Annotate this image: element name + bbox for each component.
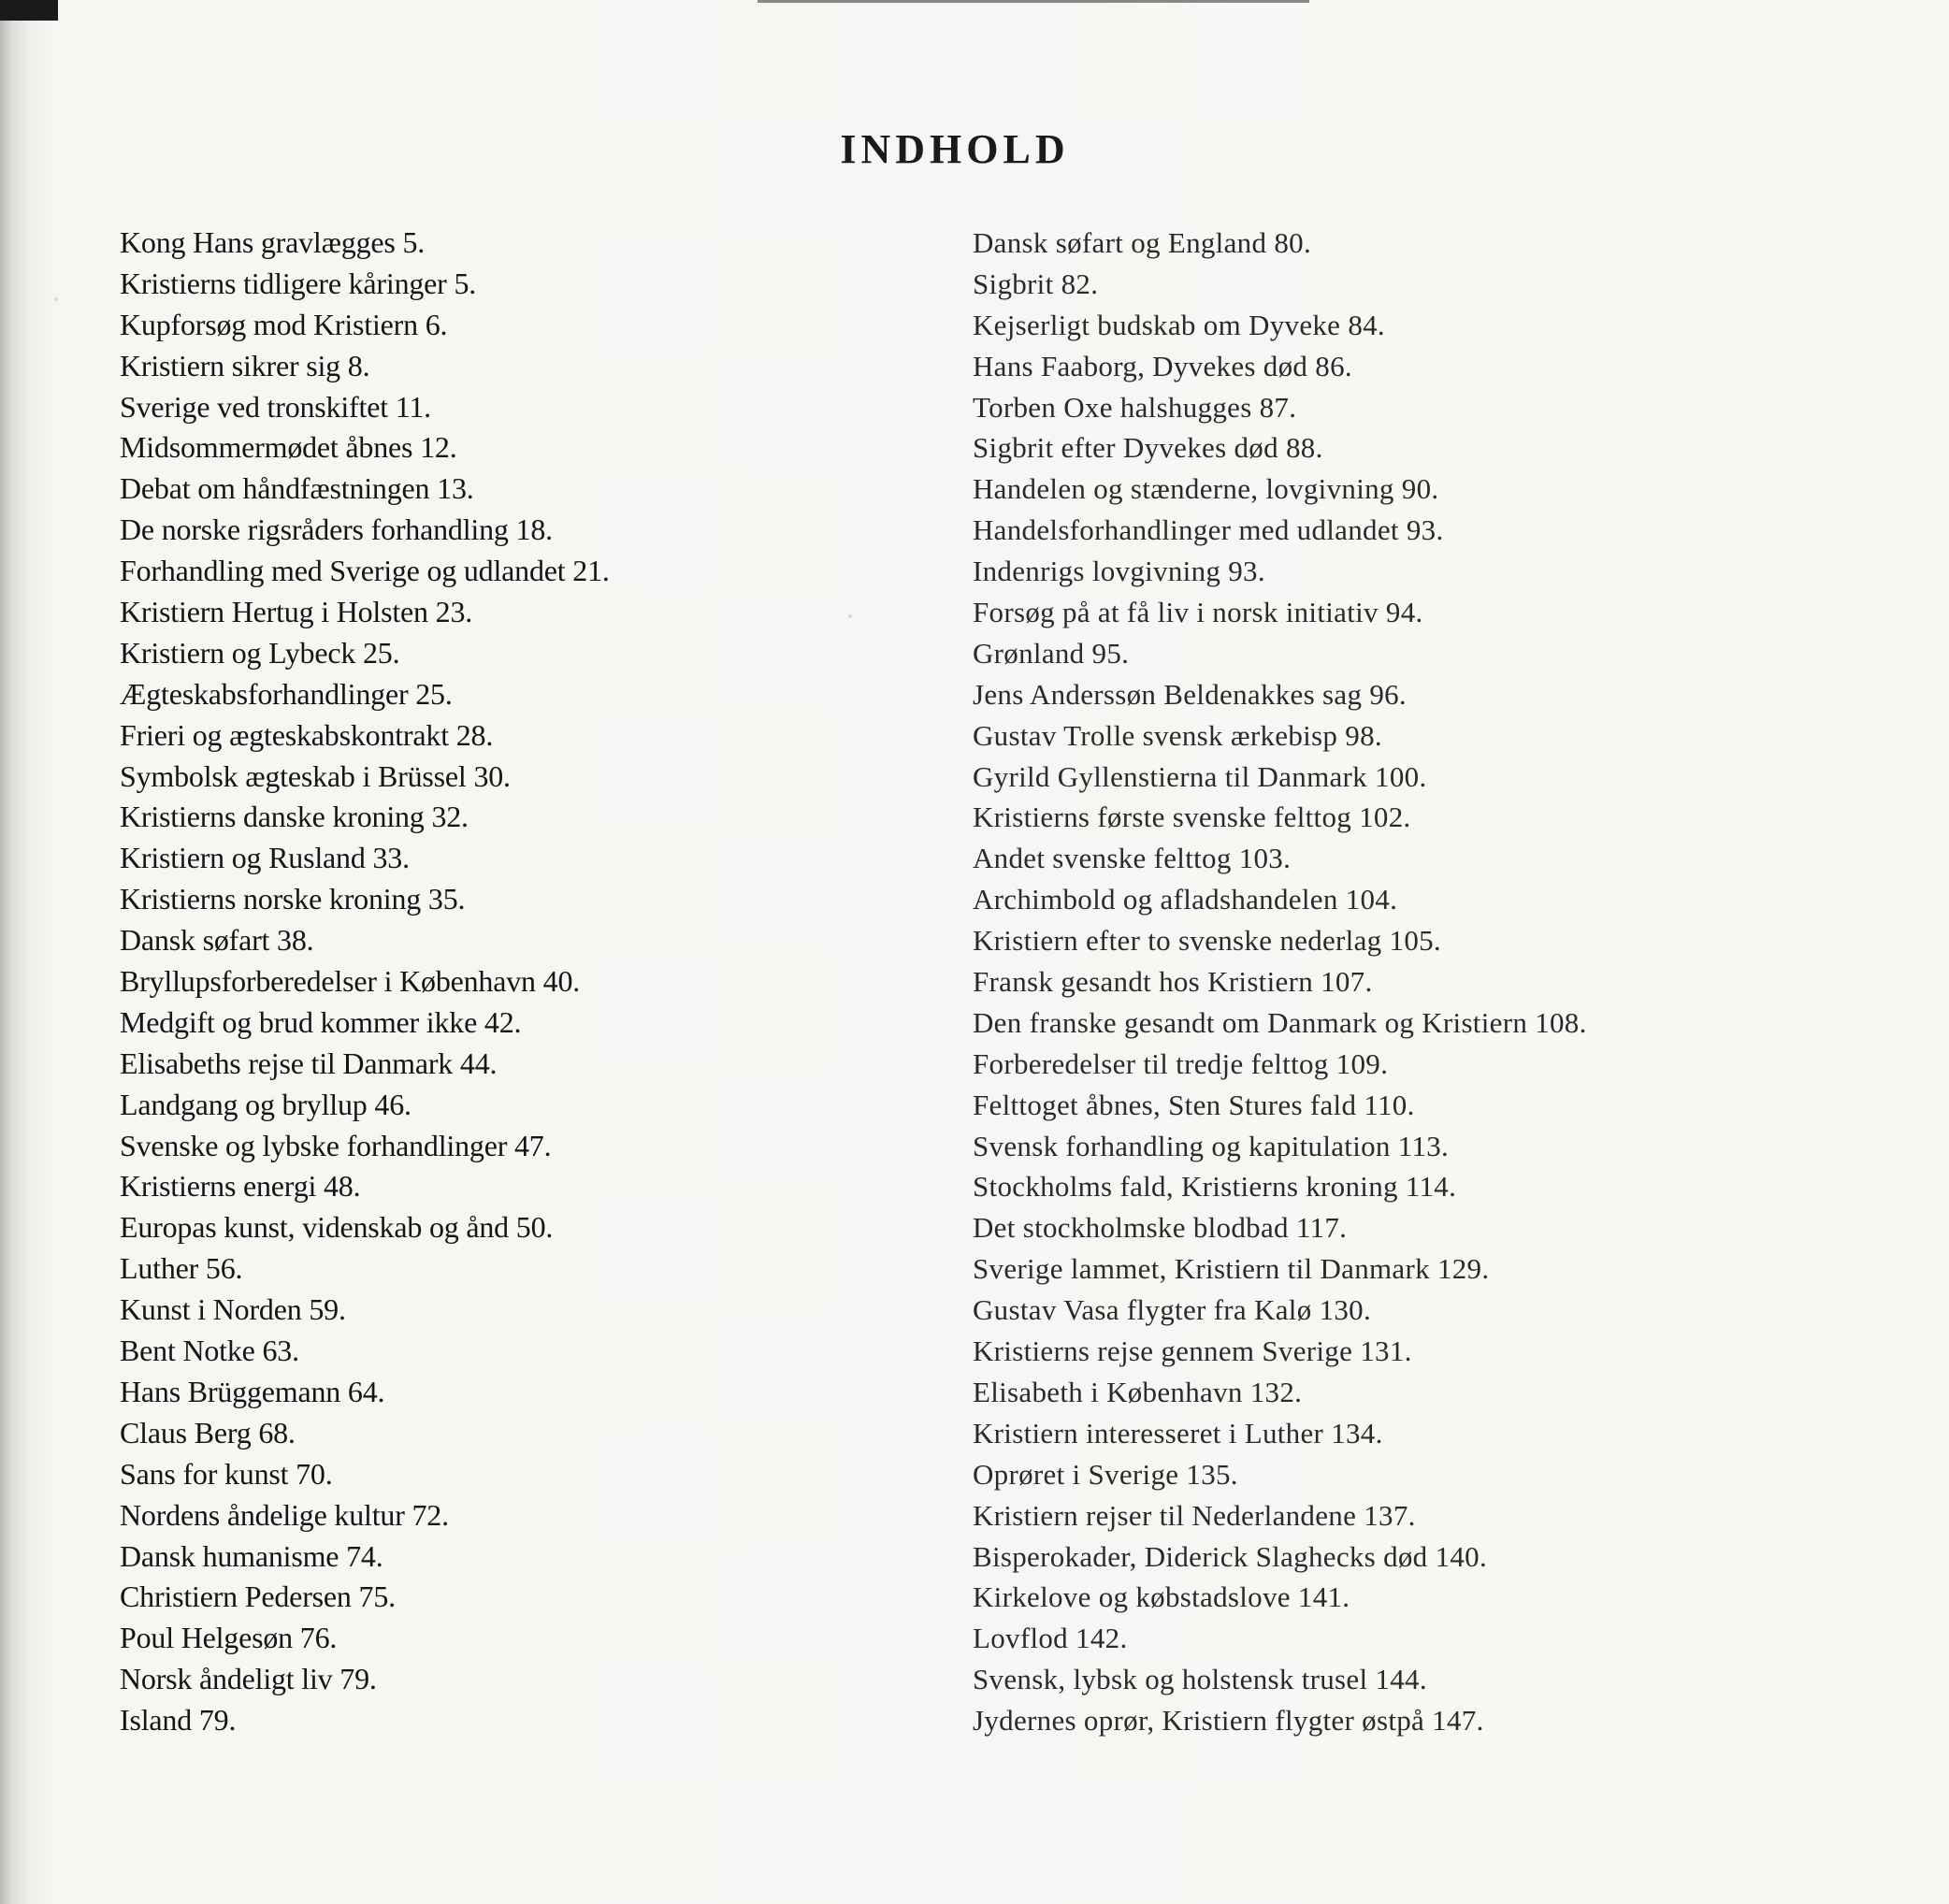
toc-entry-page-number: 75 . <box>359 1579 396 1613</box>
toc-entry <box>120 387 887 428</box>
toc-entry <box>973 1413 1908 1454</box>
page-title: INDHOLD <box>840 126 1070 173</box>
toc-entry <box>973 387 1908 428</box>
toc-entry-title: Gustav Trolle svensk ærkebisp <box>973 718 1338 752</box>
toc-entry-page-number: 135 . <box>1186 1458 1237 1491</box>
toc-entry-title: Dansk humanisme <box>120 1538 339 1573</box>
toc-entry-title: Handelsforhandlinger med udlandet <box>973 513 1399 547</box>
toc-entry-page-number: 114 . <box>1406 1170 1456 1203</box>
toc-entry-page-number: 35 . <box>428 882 465 916</box>
toc-entry <box>120 1577 887 1618</box>
toc-entry-page-number: 94 . <box>1386 596 1423 628</box>
toc-entry-page-number: 95 . <box>1092 637 1130 670</box>
toc-right-column <box>973 223 1908 1741</box>
toc-entry-page-number: 80 . <box>1274 226 1311 259</box>
toc-entry <box>973 427 1908 469</box>
toc-entry-title: Kong Hans gravlægges <box>120 225 396 259</box>
toc-entry-title: Gyrild Gyllenstierna til Danmark <box>973 759 1367 793</box>
toc-entry <box>120 1126 887 1167</box>
toc-entry-page-number: 98 . <box>1345 719 1382 752</box>
toc-entry-title: Bent Notke <box>120 1334 255 1368</box>
toc-entry-page-number: 38 . <box>277 923 313 957</box>
toc-entry <box>120 264 887 305</box>
toc-entry-title: Medgift og brud kommer ikke <box>120 1004 478 1039</box>
toc-entry-title: Ægteskabsforhandlinger <box>120 676 409 711</box>
toc-entry-title: Kristierns energi <box>120 1169 317 1204</box>
toc-entry-title: Svensk forhandling og kapitulation <box>973 1129 1391 1162</box>
toc-entry-title: Lovflod <box>973 1622 1068 1655</box>
toc-entry <box>973 551 1908 592</box>
toc-entry <box>120 674 887 715</box>
toc-entry-title: Forhandling med Sverige og udlandet <box>120 554 566 588</box>
toc-entry <box>120 1044 887 1085</box>
toc-entry-title: Andet svenske felttog <box>973 842 1232 875</box>
toc-entry-title: Elisabeth i København <box>973 1375 1243 1408</box>
toc-entry-page-number: 64 . <box>348 1375 384 1408</box>
toc-entry <box>120 633 887 674</box>
toc-entry-page-number: 117 . <box>1296 1211 1347 1244</box>
toc-entry-page-number: 129 . <box>1437 1252 1489 1285</box>
toc-entry-title: Archimbold og afladshandelen <box>973 883 1338 916</box>
toc-entry <box>120 346 887 387</box>
toc-entry <box>120 223 887 264</box>
toc-entry-title: Grønland <box>973 636 1085 670</box>
toc-entry-page-number: 110 . <box>1364 1089 1414 1121</box>
toc-entry <box>973 1659 1908 1700</box>
toc-entry-page-number: 109 . <box>1336 1047 1388 1080</box>
toc-entry <box>120 305 887 346</box>
toc-entry-page-number: 79 . <box>199 1703 236 1737</box>
toc-entry <box>973 1536 1908 1578</box>
toc-entry-title: Kristiern Hertug i Holsten <box>120 595 428 629</box>
toc-entry <box>973 757 1908 798</box>
toc-entry-page-number: 108 . <box>1535 1006 1586 1039</box>
toc-entry <box>120 1085 887 1126</box>
toc-entry <box>973 1248 1908 1290</box>
toc-entry <box>973 1454 1908 1495</box>
toc-entry-page-number: 44 . <box>460 1046 497 1080</box>
toc-entry-page-number: 5 . <box>454 267 476 300</box>
toc-entry <box>973 633 1908 674</box>
toc-entry-page-number: 25 . <box>363 636 399 670</box>
toc-entry <box>120 838 887 879</box>
toc-entry <box>120 1331 887 1372</box>
toc-entry-page-number: 25 . <box>415 677 452 711</box>
toc-entry-page-number: 11 . <box>396 390 431 424</box>
toc-entry-title: Svenske og lybske forhandlinger <box>120 1128 508 1162</box>
toc-entry-title: Jens Anderssøn Beldenakkes sag <box>973 677 1363 711</box>
toc-entry-title: Debat om håndfæstningen <box>120 471 430 506</box>
toc-entry-page-number: 134 . <box>1331 1417 1382 1450</box>
toc-entry-page-number: 8 . <box>348 349 370 382</box>
toc-entry-page-number: 93 . <box>1407 513 1444 546</box>
toc-entry <box>120 757 887 798</box>
toc-entry-title: Handelen og stænderne, lovgivning <box>973 472 1394 506</box>
toc-entry-page-number: 68 . <box>258 1416 295 1450</box>
toc-entry-title: Forberedelser til tredje felttog <box>973 1046 1329 1080</box>
toc-entry-page-number: 84 . <box>1348 309 1385 341</box>
toc-entry-title: Christiern Pedersen <box>120 1579 352 1614</box>
toc-entry <box>973 1577 1908 1618</box>
toc-entry-page-number: 30 . <box>473 759 510 793</box>
toc-entry-title: Torben Oxe halshugges <box>973 390 1252 424</box>
toc-entry-page-number: 82 . <box>1061 267 1099 300</box>
toc-entry <box>973 715 1908 757</box>
toc-entry-title: Fransk gesandt hos Kristiern <box>973 965 1313 999</box>
toc-entry-page-number: 141 . <box>1298 1580 1350 1613</box>
toc-entry-page-number: 48 . <box>324 1169 360 1203</box>
toc-entry-page-number: 18 . <box>516 512 553 546</box>
scan-corner-mark <box>0 0 58 21</box>
toc-entry <box>120 1700 887 1741</box>
toc-entry-page-number: 131 . <box>1360 1334 1411 1367</box>
toc-entry <box>973 1372 1908 1413</box>
toc-entry-title: Sverige ved tronskiftet <box>120 389 388 424</box>
toc-entry <box>120 1002 887 1044</box>
toc-entry-page-number: 42 . <box>484 1005 521 1039</box>
toc-entry <box>973 264 1908 305</box>
toc-entry-title: Kristierns tidligere kåringer <box>120 266 447 300</box>
toc-entry-page-number: 5 . <box>402 225 425 259</box>
toc-entry <box>120 1166 887 1207</box>
toc-entry-title: Jydernes oprør, Kristiern flygter østpå <box>973 1704 1425 1738</box>
toc-entry-title: Landgang og bryllup <box>120 1087 368 1121</box>
toc-entry-title: Nordens åndelige kultur <box>120 1497 405 1532</box>
toc-entry-title: Kristiern rejser til Nederlandene <box>973 1498 1357 1532</box>
toc-entry <box>120 961 887 1002</box>
toc-entry <box>120 427 887 469</box>
toc-entry <box>973 469 1908 510</box>
toc-entry-page-number: 6 . <box>426 308 448 341</box>
toc-entry-title: Claus Berg <box>120 1415 252 1450</box>
toc-entry <box>973 674 1908 715</box>
toc-entry-page-number: 93 . <box>1228 555 1265 587</box>
toc-entry <box>973 838 1908 879</box>
toc-entry-title: Hans Brüggemann <box>120 1374 341 1408</box>
toc-entry-page-number: 103 . <box>1239 842 1291 874</box>
toc-entry-title: Frieri og ægteskabskontrakt <box>120 717 449 752</box>
toc-entry-page-number: 100 . <box>1375 760 1426 793</box>
toc-entry-title: Forsøg på at få liv i norsk initiativ <box>973 596 1379 629</box>
toc-entry-title: Sverige lammet, Kristiern til Danmark <box>973 1252 1430 1286</box>
toc-entry <box>973 1166 1908 1207</box>
toc-entry-page-number: 140 . <box>1436 1540 1487 1573</box>
toc-entry-title: Indenrigs lovgivning <box>973 555 1221 588</box>
toc-entry <box>973 1002 1908 1044</box>
toc-entry-title: Bisperokader, Diderick Slaghecks død <box>973 1539 1428 1573</box>
toc-entry-title: Kejserligt budskab om Dyveke <box>973 308 1341 341</box>
toc-entry <box>973 592 1908 633</box>
toc-entry <box>973 961 1908 1002</box>
toc-entry-title: Sans for kunst <box>120 1456 289 1491</box>
toc-entry-title: Dansk søfart og England <box>973 226 1267 259</box>
toc-entry-title: Stockholms fald, Kristierns kroning <box>973 1170 1398 1204</box>
toc-entry-page-number: 63 . <box>262 1334 298 1367</box>
toc-entry <box>120 551 887 592</box>
toc-entry-page-number: 86 . <box>1315 350 1352 382</box>
toc-entry <box>973 223 1908 264</box>
toc-entry-title: Svensk, lybsk og holstensk trusel <box>973 1663 1368 1696</box>
toc-entry-page-number: 47 . <box>514 1129 551 1162</box>
toc-entry-page-number: 96 . <box>1369 678 1407 711</box>
toc-entry-page-number: 12 . <box>420 430 456 464</box>
toc-entry-title: Felttoget åbnes, Sten Stures fald <box>973 1088 1357 1121</box>
toc-entry-title: Dansk søfart <box>120 923 270 958</box>
toc-entry-title: Kristiern sikrer sig <box>120 348 340 382</box>
toc-entry-title: Sigbrit <box>973 267 1054 300</box>
toc-entry <box>120 1659 887 1700</box>
toc-entry-title: Hans Faaborg, Dyvekes død <box>973 349 1308 382</box>
toc-entry-title: Europas kunst, videnskab og ånd <box>120 1210 509 1245</box>
toc-entry-title: Kristiern interesseret i Luther <box>973 1416 1324 1450</box>
toc-entry-page-number: 23 . <box>436 595 472 628</box>
toc-entry <box>973 879 1908 920</box>
toc-entry-page-number: 102 . <box>1359 801 1410 833</box>
toc-entry-page-number: 70 . <box>296 1457 332 1491</box>
toc-entry-title: Bryllupsforberedelser i København <box>120 964 536 999</box>
toc-entry-title: Kristierns norske kroning <box>120 882 422 916</box>
toc-entry <box>120 879 887 920</box>
toc-entry-title: De norske rigsråders forhandling <box>120 512 509 547</box>
toc-entry-title: Luther <box>120 1251 199 1286</box>
toc-entry-title: Kristierns første svenske felttog <box>973 801 1352 834</box>
toc-entry-page-number: 147 . <box>1432 1704 1483 1737</box>
toc-entry-title: Kristierns rejse gennem Sverige <box>973 1334 1353 1368</box>
toc-entry-title: Gustav Vasa flygter fra Kalø <box>973 1293 1312 1327</box>
toc-entry-title: Kristiern efter to svenske nederlag <box>973 924 1382 958</box>
toc-left-column <box>120 223 887 1741</box>
toc-entry-page-number: 56 . <box>206 1251 242 1285</box>
toc-entry <box>973 1126 1908 1167</box>
toc-entry <box>120 797 887 838</box>
toc-entry-title: Kirkelove og købstadslove <box>973 1580 1291 1614</box>
toc-entry <box>120 1454 887 1495</box>
page-binding-shadow <box>0 0 28 1904</box>
toc-entry-page-number: 28 . <box>456 718 493 752</box>
toc-entry <box>973 346 1908 387</box>
toc-entry <box>973 1495 1908 1536</box>
toc-entry-page-number: 87 . <box>1260 391 1297 424</box>
toc-entry-title: Oprøret i Sverige <box>973 1457 1179 1491</box>
toc-entry-page-number: 104 . <box>1346 883 1397 916</box>
toc-entry-title: Midsommermødet åbnes <box>120 430 413 465</box>
toc-entry-page-number: 130 . <box>1320 1293 1371 1326</box>
toc-entry-page-number: 79 . <box>339 1662 376 1695</box>
toc-entry-title: Kunst i Norden <box>120 1292 302 1327</box>
toc-entry-title: Norsk åndeligt liv <box>120 1662 333 1696</box>
toc-entry-title: Kristiern og Lybeck <box>120 635 356 670</box>
toc-entry <box>973 1700 1908 1741</box>
toc-entry <box>973 1618 1908 1659</box>
toc-entry-page-number: 137 . <box>1364 1499 1415 1532</box>
toc-entry <box>973 1044 1908 1085</box>
toc-entry <box>973 1085 1908 1126</box>
toc-entry-page-number: 50 . <box>516 1210 553 1244</box>
toc-entry <box>120 1495 887 1536</box>
toc-entry-title: Den franske gesandt om Danmark og Kristiern <box>973 1005 1528 1039</box>
toc-entry-title: Island <box>120 1703 193 1738</box>
toc-entry-page-number: 144 . <box>1375 1663 1426 1695</box>
toc-entry-page-number: 88 . <box>1286 431 1323 464</box>
toc-entry <box>120 1207 887 1248</box>
toc-entry-title: Kristierns danske kroning <box>120 800 425 834</box>
toc-entry <box>120 1372 887 1413</box>
toc-entry-page-number: 59 . <box>309 1292 345 1326</box>
toc-entry-page-number: 74 . <box>346 1539 383 1573</box>
toc-entry <box>120 1536 887 1578</box>
toc-entry <box>120 715 887 757</box>
toc-entry-page-number: 46 . <box>374 1088 411 1121</box>
toc-entry <box>120 1290 887 1331</box>
toc-entry-page-number: 107 . <box>1321 965 1372 998</box>
toc-entry-title: Kristiern og Rusland <box>120 841 366 875</box>
toc-entry-title: Sigbrit efter Dyvekes død <box>973 431 1278 465</box>
toc-entry <box>120 1618 887 1659</box>
toc-entry <box>120 592 887 633</box>
toc-entry <box>973 510 1908 551</box>
toc-entry-page-number: 76 . <box>300 1621 337 1654</box>
toc-entry-page-number: 72 . <box>411 1498 448 1532</box>
toc-entry-page-number: 13 . <box>437 471 473 505</box>
toc-entry <box>120 469 887 510</box>
top-edge-rule <box>758 0 1309 3</box>
toc-entry-page-number: 132 . <box>1250 1376 1302 1408</box>
toc-entry-page-number: 90 . <box>1402 472 1439 505</box>
toc-entry <box>973 920 1908 961</box>
toc-entry <box>120 920 887 961</box>
toc-entry-page-number: 33 . <box>372 841 409 874</box>
toc-entry <box>973 1290 1908 1331</box>
toc-entry <box>120 1248 887 1290</box>
toc-entry-title: Elisabeths rejse til Danmark <box>120 1046 454 1080</box>
toc-entry <box>120 510 887 551</box>
toc-entry-title: Symbolsk ægteskab i Brüssel <box>120 758 467 793</box>
toc-entry-page-number: 113 . <box>1398 1130 1449 1162</box>
toc-entry-page-number: 21 . <box>572 554 609 587</box>
toc-entry-page-number: 142 . <box>1076 1622 1127 1654</box>
toc-entry-title: Kupforsøg mod Kristiern <box>120 307 418 341</box>
toc-entry <box>973 1207 1908 1248</box>
toc-entry-title: Poul Helgesøn <box>120 1621 293 1655</box>
toc-entry-page-number: 32 . <box>431 800 468 833</box>
toc-entry-page-number: 40 . <box>543 964 580 998</box>
toc-entry <box>973 797 1908 838</box>
toc-entry <box>120 1413 887 1454</box>
toc-entry-page-number: 105 . <box>1390 924 1441 957</box>
toc-entry <box>973 305 1908 346</box>
toc-entry-title: Det stockholmske blodbad <box>973 1211 1289 1245</box>
toc-entry <box>973 1331 1908 1372</box>
scan-dust-mark <box>54 297 58 301</box>
